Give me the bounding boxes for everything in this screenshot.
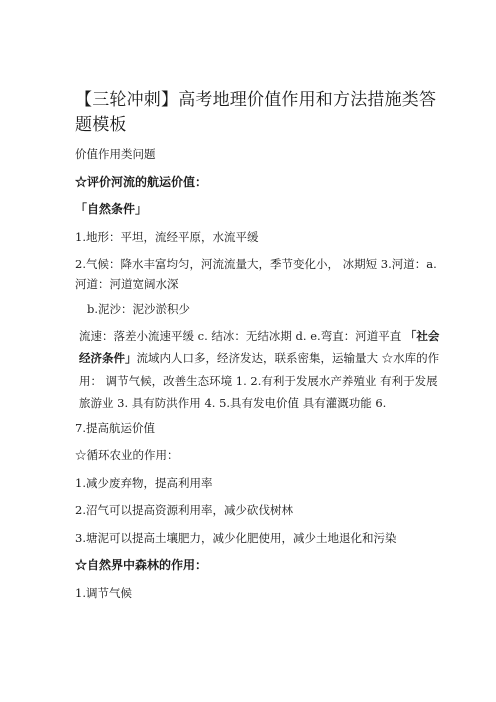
- heading-natural-conditions: 「自然条件」: [75, 202, 148, 216]
- text-climate: 2.气候：降水丰富均匀，河流流量大，季节变化小， 冰期短 3.河道：a.河道：河道宽阔水深: [75, 257, 437, 291]
- text-flow-social: [75, 325, 442, 415]
- heading-forest-role: ☆自然界中森林的作用：: [75, 558, 208, 572]
- text-sediment: b.泥沙：泥沙淤积少: [87, 302, 191, 316]
- section-subtitle: 价值作用类问题: [75, 147, 156, 161]
- text-navigation-value: 7.提高航运价值: [75, 420, 155, 435]
- heading-circular-agriculture: ☆循环农业的作用：: [75, 448, 179, 462]
- heading-river-navigation: ☆评价河流的航运价值：: [75, 174, 208, 189]
- heading-social-economic: 「社会经济条件」: [79, 328, 440, 365]
- text-biogas: 2.沼气可以提高资源利用率，减少砍伐树林: [75, 503, 293, 517]
- text-flow: 流速：落差小流速平缓 c. 结冰：无结冰期 d. e.弯直：河道平直: [79, 328, 405, 343]
- text-terrain: 1.地形：平坦，流经平原，水流平缓: [75, 229, 259, 244]
- text-reduce-waste: 1.减少废弃物，提高利用率: [75, 475, 213, 490]
- text-pond-mud: 3.塘泥可以提高土壤肥力，减少化肥使用，减少土地退化和污染: [75, 530, 397, 545]
- text-regulate-climate: 1.调节气候: [75, 585, 132, 600]
- text-reservoir: 流域内人口多，经济发达，联系密集，运输量大 ☆水库的作用： 调节气候，改善生态环境 1. 2.有利于发展水产养殖业 有利于发展旅游业 3. 具有防洪作用 4. 5.具有发电价值 具有灌溉功能 6.: [79, 351, 440, 410]
- document-title: 【三轮冲刺】高考地理价值作用和方法措施类答题模板: [75, 90, 437, 135]
